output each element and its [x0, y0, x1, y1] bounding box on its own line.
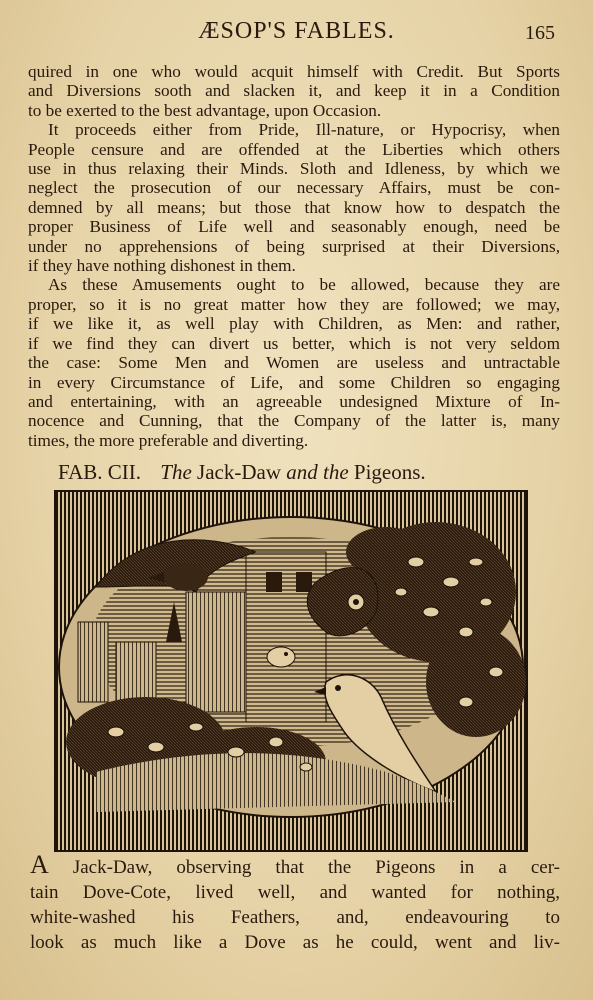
- text-line: neglect the prosecution of our necessary Affairs, must be con-: [28, 178, 560, 198]
- text-line: proper, so it is no great matter how they are followed; we may,: [28, 294, 560, 314]
- fable-heading: [58, 460, 426, 485]
- closing-line: tain Dove-Cote, lived well, and wanted for nothing,: [30, 882, 560, 903]
- closing-line-0: Jack-Daw, observing that the Pigeons in a cer-: [48, 857, 560, 878]
- fable-title-the: The: [160, 460, 192, 484]
- text-line: the case: Some Men and Women are useless and untractable: [28, 353, 560, 373]
- text-line: if they have nothing dishonest in them.: [28, 256, 296, 276]
- text-line: nocence and Cunning, that the Company of the latter is, many: [28, 411, 560, 431]
- text-line: in every Circumstance of Life, and some Children so engaging: [28, 372, 560, 392]
- text-line: and Diversions sooth and slacken it, and keep it in a Condition: [28, 81, 560, 101]
- closing-line: white-washed his Feathers, and, endeavouring to: [30, 907, 560, 928]
- text-line: demned by all means; but those that know how to despatch the: [28, 197, 560, 217]
- page-header: [0, 14, 593, 48]
- closing-text: [30, 852, 560, 955]
- text-line: As these Amusements ought to be allowed, because they are: [48, 275, 560, 295]
- text-line: to be exerted to the best advantage, upon Occasion.: [28, 100, 382, 120]
- closing-line: look as much like a Dove as he could, went and liv-: [30, 932, 560, 953]
- fable-title-and-the: and the: [286, 460, 349, 484]
- body-text: [28, 62, 560, 450]
- text-line: under no apprehensions of being surprised at their Diversions,: [28, 236, 560, 256]
- woodcut-illustration: [54, 490, 528, 852]
- woodcut-engraving: [56, 492, 526, 850]
- text-line: use in thus relaxing their Minds. Sloth and Idleness, by which we: [28, 159, 560, 179]
- small-bird: [267, 647, 295, 667]
- drop-cap: A: [30, 852, 49, 879]
- text-line: proper Business of Life well and seasonably enough, need be: [28, 217, 560, 237]
- fable-title-jackdaw: Jack-Daw: [197, 460, 282, 484]
- fable-number: FAB. CII.: [58, 460, 142, 484]
- running-title: ÆSOP'S FABLES.: [198, 18, 395, 44]
- text-line: and entertaining, with an agreeable undesigned Mixture of In-: [28, 391, 560, 411]
- text-line: It proceeds either from Pride, Ill-nature, or Hypocrisy, when: [48, 120, 560, 140]
- fable-title-pigeons: Pigeons.: [353, 460, 426, 484]
- text-line: People censure and are offended at the Liberties which others: [28, 139, 560, 159]
- text-line: if we like it, as well play with Children, as Men: and rather,: [28, 314, 560, 334]
- text-line: times, the more preferable and diverting.: [28, 430, 309, 450]
- page-number: 165: [525, 22, 555, 44]
- text-line: if we find they can divert us better, which is not very seldom: [28, 333, 560, 353]
- closing-line: [30, 852, 560, 880]
- text-line: quired in one who would acquit himself with Credit. But Sports: [28, 62, 560, 81]
